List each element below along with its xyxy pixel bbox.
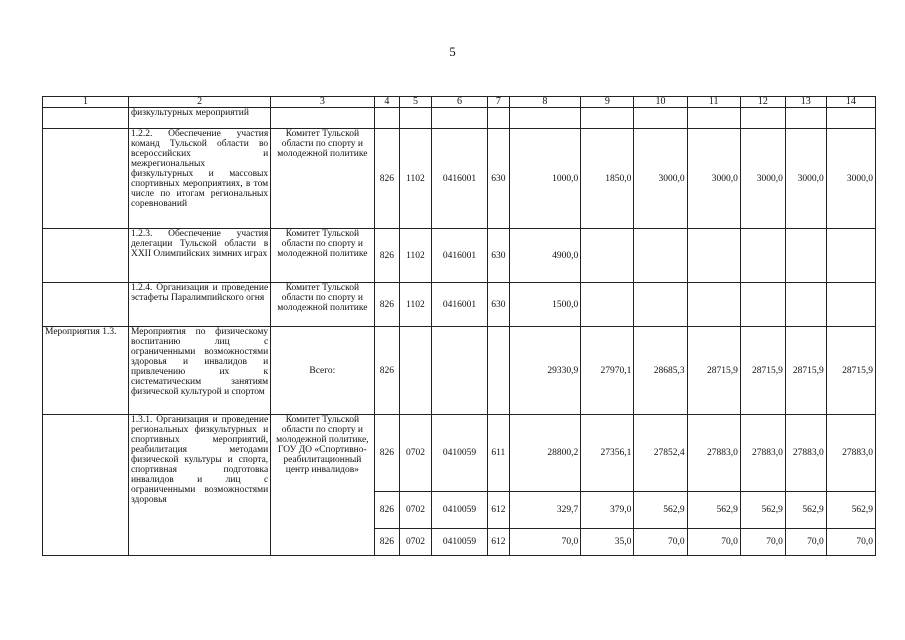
- cell: [687, 108, 740, 129]
- value-cell: 3000,0: [740, 129, 785, 229]
- value-cell: [581, 283, 634, 327]
- value-cell: 28715,9: [740, 327, 785, 415]
- cell: [634, 108, 687, 129]
- expense-code: 630: [488, 229, 509, 283]
- cell: [400, 108, 432, 129]
- value-cell: [785, 283, 826, 327]
- expense-code: 612: [488, 529, 509, 556]
- cell: [509, 108, 581, 129]
- value-cell: [826, 283, 875, 327]
- table-row: [43, 415, 876, 492]
- executor: Комитет Тульской области по спорту и молодежной политике: [271, 129, 374, 229]
- column-header: 3: [271, 97, 374, 108]
- gov-code: 826: [374, 529, 400, 556]
- value-cell: 27852,4: [634, 415, 687, 492]
- column-header: 11: [687, 97, 740, 108]
- activity-description: 1.2.2. Обеспечение участия команд Тульской области во всероссийских и межрегиональных физкультурных и массовых спортивных мероприятиях, в том числе по итогам региональных соревнований: [128, 129, 270, 229]
- column-header: 7: [488, 97, 509, 108]
- gov-code: 826: [374, 129, 400, 229]
- cell: [488, 108, 509, 129]
- activity-description: Мероприятия по физическому воспитанию лиц с ограниченными возможностями здоровья и инвалидов и привлечению их к систематическим занятиям физической культурой и спортом: [128, 327, 270, 415]
- section-code: 0702: [400, 492, 432, 529]
- gov-code: 826: [374, 492, 400, 529]
- value-cell: 70,0: [740, 529, 785, 556]
- column-header: 8: [509, 97, 581, 108]
- gov-code: 826: [374, 415, 400, 492]
- column-header: 6: [431, 97, 487, 108]
- value-cell: 329,7: [509, 492, 581, 529]
- value-cell: 379,0: [581, 492, 634, 529]
- gov-code: 826: [374, 283, 400, 327]
- value-cell: [634, 283, 687, 327]
- value-cell: 1500,0: [509, 283, 581, 327]
- column-header: 14: [826, 97, 875, 108]
- executor: Комитет Тульской области по спорту и молодежной политике, ГОУ ДО «Спортивно-реабилитационный центр инвалидов»: [271, 415, 374, 556]
- gov-code: 826: [374, 327, 400, 415]
- value-cell: [785, 229, 826, 283]
- executor: Комитет Тульской области по спорту и молодежной политике: [271, 283, 374, 327]
- value-cell: 3000,0: [634, 129, 687, 229]
- value-cell: 29330,9: [509, 327, 581, 415]
- cell: [43, 108, 129, 129]
- value-cell: [740, 229, 785, 283]
- value-cell: 562,9: [634, 492, 687, 529]
- table-row: [43, 283, 876, 327]
- value-cell: 27883,0: [740, 415, 785, 492]
- target-code: 0410059: [431, 492, 487, 529]
- value-cell: 3000,0: [687, 129, 740, 229]
- section-code: 1102: [400, 283, 432, 327]
- expense-code: [488, 327, 509, 415]
- value-cell: 562,9: [826, 492, 875, 529]
- column-header: 1: [43, 97, 129, 108]
- cell: [826, 108, 875, 129]
- value-cell: 562,9: [740, 492, 785, 529]
- activity-description: 1.2.4. Организация и проведение эстафеты Паралимпийского огня: [128, 283, 270, 327]
- cell: [43, 229, 129, 283]
- value-cell: [740, 283, 785, 327]
- total-label: Всего:: [271, 327, 374, 415]
- value-cell: 562,9: [687, 492, 740, 529]
- table-row: [43, 108, 876, 129]
- table-row: [43, 229, 876, 283]
- column-header: 2: [128, 97, 270, 108]
- column-header: 4: [374, 97, 400, 108]
- target-code: 0416001: [431, 283, 487, 327]
- page-number: 5: [449, 44, 456, 59]
- value-cell: [687, 229, 740, 283]
- cell: [43, 283, 129, 327]
- value-cell: 27356,1: [581, 415, 634, 492]
- target-code: 0410059: [431, 529, 487, 556]
- activity-group-label: Мероприятия 1.3.: [43, 327, 129, 415]
- expense-code: 612: [488, 492, 509, 529]
- table-row: [43, 327, 876, 415]
- budget-table: [42, 96, 876, 556]
- cell: [374, 108, 400, 129]
- value-cell: [581, 229, 634, 283]
- column-header: 12: [740, 97, 785, 108]
- executor: Комитет Тульской области по спорту и молодежной политике: [271, 229, 374, 283]
- cell: [43, 129, 129, 229]
- column-header: 10: [634, 97, 687, 108]
- header-row: [43, 97, 876, 108]
- section-code: 1102: [400, 129, 432, 229]
- value-cell: 1000,0: [509, 129, 581, 229]
- expense-code: 630: [488, 283, 509, 327]
- expense-code: 630: [488, 129, 509, 229]
- value-cell: 28715,9: [785, 327, 826, 415]
- cell: [581, 108, 634, 129]
- value-cell: 28715,9: [687, 327, 740, 415]
- value-cell: 28685,3: [634, 327, 687, 415]
- section-code: 0702: [400, 415, 432, 492]
- value-cell: 70,0: [826, 529, 875, 556]
- expense-code: 611: [488, 415, 509, 492]
- target-code: 0416001: [431, 129, 487, 229]
- value-cell: 562,9: [785, 492, 826, 529]
- value-cell: 3000,0: [826, 129, 875, 229]
- column-header: 9: [581, 97, 634, 108]
- activity-description: физкультурных мероприятий: [128, 108, 270, 129]
- column-header: 5: [400, 97, 432, 108]
- activity-description: 1.2.3. Обеспечение участия делегации Тульской области в XXII Олимпийских зимних играх: [128, 229, 270, 283]
- value-cell: 27883,0: [785, 415, 826, 492]
- value-cell: 35,0: [581, 529, 634, 556]
- cell: [785, 108, 826, 129]
- column-header: 13: [785, 97, 826, 108]
- activity-description: 1.3.1. Организация и проведение региональных физкультурных и спортивных мероприятий, реабилитация методами физической культуры и спорта, спортивная подготовка инвалидов и лиц с ограниченными возможностями здоровья: [128, 415, 270, 556]
- value-cell: 27883,0: [826, 415, 875, 492]
- target-code: 0410059: [431, 415, 487, 492]
- value-cell: 28715,9: [826, 327, 875, 415]
- value-cell: [687, 283, 740, 327]
- section-code: [400, 327, 432, 415]
- cell: [740, 108, 785, 129]
- value-cell: 70,0: [687, 529, 740, 556]
- value-cell: 27883,0: [687, 415, 740, 492]
- value-cell: 4900,0: [509, 229, 581, 283]
- value-cell: [826, 229, 875, 283]
- value-cell: 70,0: [785, 529, 826, 556]
- cell: [43, 415, 129, 556]
- table-row: [43, 129, 876, 229]
- section-code: 1102: [400, 229, 432, 283]
- cell: [431, 108, 487, 129]
- section-code: 0702: [400, 529, 432, 556]
- target-code: [431, 327, 487, 415]
- gov-code: 826: [374, 229, 400, 283]
- value-cell: [634, 229, 687, 283]
- value-cell: 70,0: [509, 529, 581, 556]
- value-cell: 28800,2: [509, 415, 581, 492]
- value-cell: 1850,0: [581, 129, 634, 229]
- target-code: 0416001: [431, 229, 487, 283]
- cell: [271, 108, 374, 129]
- value-cell: 27970,1: [581, 327, 634, 415]
- value-cell: 3000,0: [785, 129, 826, 229]
- value-cell: 70,0: [634, 529, 687, 556]
